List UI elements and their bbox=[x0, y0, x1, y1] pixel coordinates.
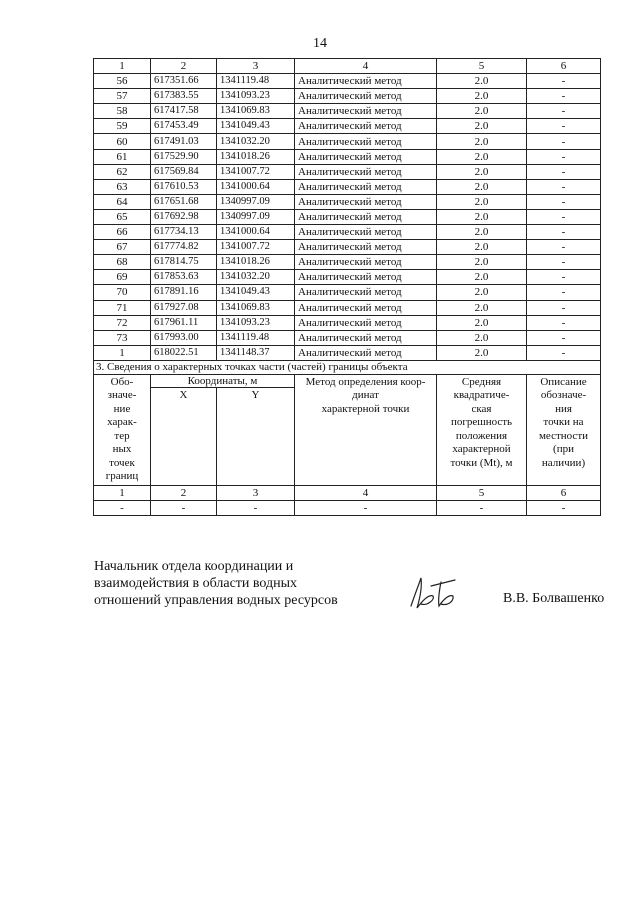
point-number-cell: 65 bbox=[94, 209, 151, 224]
section-3-title-row bbox=[94, 360, 601, 374]
y-coordinate-cell: 1341018.26 bbox=[217, 149, 295, 164]
x-coordinate-cell: 617417.58 bbox=[151, 104, 217, 119]
position-line: отношений управления водных ресурсов bbox=[94, 593, 338, 608]
table-row bbox=[94, 89, 601, 104]
method-cell: Аналитический метод bbox=[295, 119, 437, 134]
header-designation: Обо- значе- ние харак- тер ных точек границ bbox=[94, 374, 151, 485]
description-cell: - bbox=[527, 270, 601, 285]
method-cell: Аналитический метод bbox=[295, 179, 437, 194]
table-row bbox=[94, 134, 601, 149]
accuracy-cell: 2.0 bbox=[437, 270, 527, 285]
handwritten-signature bbox=[405, 572, 465, 614]
accuracy-cell: 2.0 bbox=[437, 149, 527, 164]
section-3-empty-row bbox=[94, 500, 601, 515]
col-number: 5 bbox=[437, 59, 527, 74]
col-number: 1 bbox=[94, 485, 151, 500]
method-cell: Аналитический метод bbox=[295, 134, 437, 149]
method-cell: Аналитический метод bbox=[295, 194, 437, 209]
method-cell: Аналитический метод bbox=[295, 315, 437, 330]
description-cell: - bbox=[527, 315, 601, 330]
table-row bbox=[94, 209, 601, 224]
description-cell: - bbox=[527, 119, 601, 134]
col-number: 6 bbox=[527, 59, 601, 74]
y-coordinate-cell: 1341007.72 bbox=[217, 240, 295, 255]
column-number-row bbox=[94, 59, 601, 74]
method-cell: Аналитический метод bbox=[295, 164, 437, 179]
page-number: 14 bbox=[313, 36, 327, 51]
signatory-name: В.В. Болвашенко bbox=[503, 591, 605, 606]
point-number-cell: 70 bbox=[94, 285, 151, 300]
y-coordinate-cell: 1341000.64 bbox=[217, 179, 295, 194]
table-row bbox=[94, 255, 601, 270]
description-cell: - bbox=[527, 104, 601, 119]
accuracy-cell: 2.0 bbox=[437, 104, 527, 119]
y-coordinate-cell: 1341119.48 bbox=[217, 74, 295, 89]
description-cell: - bbox=[527, 134, 601, 149]
accuracy-cell: 2.0 bbox=[437, 315, 527, 330]
accuracy-cell: 2.0 bbox=[437, 240, 527, 255]
accuracy-cell: 2.0 bbox=[437, 179, 527, 194]
method-cell: Аналитический метод bbox=[295, 74, 437, 89]
description-cell: - bbox=[527, 194, 601, 209]
point-number-cell: 72 bbox=[94, 315, 151, 330]
y-coordinate-cell: 1341093.23 bbox=[217, 89, 295, 104]
method-cell: Аналитический метод bbox=[295, 209, 437, 224]
point-number-cell: 63 bbox=[94, 179, 151, 194]
y-coordinate-cell: 1341093.23 bbox=[217, 315, 295, 330]
point-number-cell: 61 bbox=[94, 149, 151, 164]
header-error: Средняя квадратиче- ская погрешность положения характерной точки (Mt), м bbox=[437, 374, 527, 485]
table-row bbox=[94, 119, 601, 134]
table-row bbox=[94, 179, 601, 194]
accuracy-cell: 2.0 bbox=[437, 164, 527, 179]
header-coordinates: Координаты, м bbox=[151, 374, 295, 387]
header-y: Y bbox=[217, 387, 295, 485]
table-row bbox=[94, 194, 601, 209]
point-number-cell: 64 bbox=[94, 194, 151, 209]
accuracy-cell: 2.0 bbox=[437, 194, 527, 209]
description-cell: - bbox=[527, 74, 601, 89]
y-coordinate-cell: 1341007.72 bbox=[217, 164, 295, 179]
col-number: 1 bbox=[94, 59, 151, 74]
x-coordinate-cell: 617891.16 bbox=[151, 285, 217, 300]
section-3-title: 3. Сведения о характерных точках части (частей) границы объекта bbox=[94, 360, 601, 374]
y-coordinate-cell: 1341049.43 bbox=[217, 119, 295, 134]
x-coordinate-cell: 617453.49 bbox=[151, 119, 217, 134]
coordinates-table-body bbox=[94, 59, 601, 361]
table-row bbox=[94, 315, 601, 330]
method-cell: Аналитический метод bbox=[295, 255, 437, 270]
table-row bbox=[94, 225, 601, 240]
point-number-cell: 59 bbox=[94, 119, 151, 134]
x-coordinate-cell: 617927.08 bbox=[151, 300, 217, 315]
point-number-cell: 67 bbox=[94, 240, 151, 255]
point-number-cell: 69 bbox=[94, 270, 151, 285]
description-cell: - bbox=[527, 149, 601, 164]
x-coordinate-cell: 617491.03 bbox=[151, 134, 217, 149]
empty-cell: - bbox=[437, 500, 527, 515]
section-3 bbox=[94, 360, 601, 515]
description-cell: - bbox=[527, 255, 601, 270]
x-coordinate-cell: 617993.00 bbox=[151, 330, 217, 345]
y-coordinate-cell: 1341049.43 bbox=[217, 285, 295, 300]
method-cell: Аналитический метод bbox=[295, 345, 437, 360]
accuracy-cell: 2.0 bbox=[437, 255, 527, 270]
coordinates-table bbox=[93, 58, 601, 516]
empty-cell: - bbox=[527, 500, 601, 515]
x-coordinate-cell: 617569.84 bbox=[151, 164, 217, 179]
accuracy-cell: 2.0 bbox=[437, 225, 527, 240]
empty-cell: - bbox=[151, 500, 217, 515]
accuracy-cell: 2.0 bbox=[437, 345, 527, 360]
y-coordinate-cell: 1340997.09 bbox=[217, 194, 295, 209]
position-line: взаимодействия в области водных bbox=[94, 576, 298, 591]
method-cell: Аналитический метод bbox=[295, 285, 437, 300]
col-number: 6 bbox=[527, 485, 601, 500]
x-coordinate-cell: 617853.63 bbox=[151, 270, 217, 285]
description-cell: - bbox=[527, 164, 601, 179]
table-row bbox=[94, 300, 601, 315]
method-cell: Аналитический метод bbox=[295, 149, 437, 164]
col-number: 4 bbox=[295, 59, 437, 74]
description-cell: - bbox=[527, 240, 601, 255]
y-coordinate-cell: 1341000.64 bbox=[217, 225, 295, 240]
x-coordinate-cell: 617529.90 bbox=[151, 149, 217, 164]
empty-cell: - bbox=[217, 500, 295, 515]
table-row bbox=[94, 74, 601, 89]
table-row bbox=[94, 104, 601, 119]
method-cell: Аналитический метод bbox=[295, 225, 437, 240]
method-cell: Аналитический метод bbox=[295, 89, 437, 104]
signatory-position bbox=[94, 558, 338, 609]
accuracy-cell: 2.0 bbox=[437, 74, 527, 89]
x-coordinate-cell: 617734.13 bbox=[151, 225, 217, 240]
x-coordinate-cell: 617383.55 bbox=[151, 89, 217, 104]
accuracy-cell: 2.0 bbox=[437, 209, 527, 224]
description-cell: - bbox=[527, 345, 601, 360]
method-cell: Аналитический метод bbox=[295, 270, 437, 285]
point-number-cell: 57 bbox=[94, 89, 151, 104]
table-row bbox=[94, 164, 601, 179]
col-number: 3 bbox=[217, 59, 295, 74]
description-cell: - bbox=[527, 179, 601, 194]
x-coordinate-cell: 617814.75 bbox=[151, 255, 217, 270]
table-row bbox=[94, 285, 601, 300]
x-coordinate-cell: 617961.11 bbox=[151, 315, 217, 330]
y-coordinate-cell: 1341069.83 bbox=[217, 104, 295, 119]
description-cell: - bbox=[527, 89, 601, 104]
table-row bbox=[94, 149, 601, 164]
description-cell: - bbox=[527, 285, 601, 300]
col-number: 2 bbox=[151, 59, 217, 74]
description-cell: - bbox=[527, 209, 601, 224]
method-cell: Аналитический метод bbox=[295, 104, 437, 119]
description-cell: - bbox=[527, 330, 601, 345]
table-row bbox=[94, 270, 601, 285]
description-cell: - bbox=[527, 300, 601, 315]
description-cell: - bbox=[527, 225, 601, 240]
x-coordinate-cell: 617610.53 bbox=[151, 179, 217, 194]
empty-cell: - bbox=[94, 500, 151, 515]
table-row bbox=[94, 345, 601, 360]
accuracy-cell: 2.0 bbox=[437, 300, 527, 315]
accuracy-cell: 2.0 bbox=[437, 285, 527, 300]
accuracy-cell: 2.0 bbox=[437, 119, 527, 134]
method-cell: Аналитический метод bbox=[295, 300, 437, 315]
point-number-cell: 60 bbox=[94, 134, 151, 149]
y-coordinate-cell: 1341148.37 bbox=[217, 345, 295, 360]
method-cell: Аналитический метод bbox=[295, 330, 437, 345]
table-row bbox=[94, 330, 601, 345]
header-method: Метод определения коор- динат характерной точки bbox=[295, 374, 437, 485]
point-number-cell: 66 bbox=[94, 225, 151, 240]
table-row bbox=[94, 240, 601, 255]
x-coordinate-cell: 617651.68 bbox=[151, 194, 217, 209]
y-coordinate-cell: 1341032.20 bbox=[217, 134, 295, 149]
point-number-cell: 58 bbox=[94, 104, 151, 119]
x-coordinate-cell: 617351.66 bbox=[151, 74, 217, 89]
y-coordinate-cell: 1341018.26 bbox=[217, 255, 295, 270]
x-coordinate-cell: 618022.51 bbox=[151, 345, 217, 360]
y-coordinate-cell: 1340997.09 bbox=[217, 209, 295, 224]
col-number: 4 bbox=[295, 485, 437, 500]
point-number-cell: 1 bbox=[94, 345, 151, 360]
y-coordinate-cell: 1341069.83 bbox=[217, 300, 295, 315]
accuracy-cell: 2.0 bbox=[437, 330, 527, 345]
method-cell: Аналитический метод bbox=[295, 240, 437, 255]
point-number-cell: 73 bbox=[94, 330, 151, 345]
position-line: Начальник отдела координации и bbox=[94, 559, 294, 574]
y-coordinate-cell: 1341119.48 bbox=[217, 330, 295, 345]
col-number: 3 bbox=[217, 485, 295, 500]
x-coordinate-cell: 617692.98 bbox=[151, 209, 217, 224]
x-coordinate-cell: 617774.82 bbox=[151, 240, 217, 255]
header-x: X bbox=[151, 387, 217, 485]
point-number-cell: 71 bbox=[94, 300, 151, 315]
section-3-number-row bbox=[94, 485, 601, 500]
point-number-cell: 56 bbox=[94, 74, 151, 89]
y-coordinate-cell: 1341032.20 bbox=[217, 270, 295, 285]
col-number: 5 bbox=[437, 485, 527, 500]
point-number-cell: 62 bbox=[94, 164, 151, 179]
header-description: Описание обозначе- ния точки на местности (при наличии) bbox=[527, 374, 601, 485]
accuracy-cell: 2.0 bbox=[437, 134, 527, 149]
point-number-cell: 68 bbox=[94, 255, 151, 270]
accuracy-cell: 2.0 bbox=[437, 89, 527, 104]
col-number: 2 bbox=[151, 485, 217, 500]
section-3-header-row bbox=[94, 374, 601, 387]
empty-cell: - bbox=[295, 500, 437, 515]
